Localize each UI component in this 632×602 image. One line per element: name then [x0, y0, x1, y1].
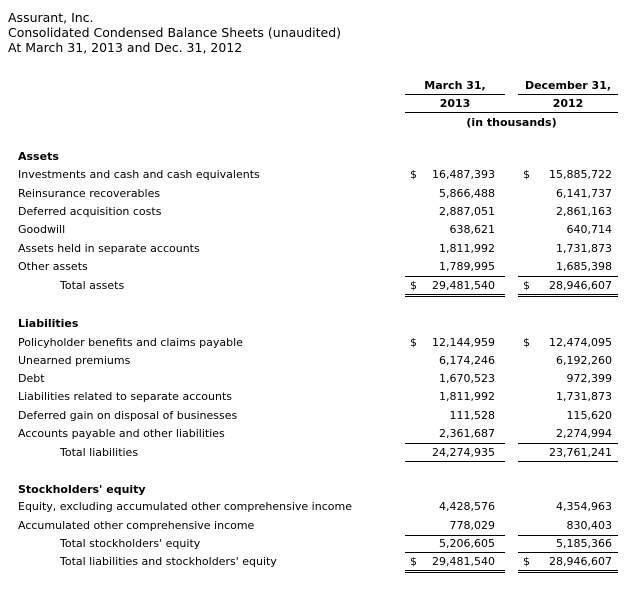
liabilities-subtotal-rule-2013: [405, 443, 505, 444]
currency-symbol: $: [523, 555, 530, 568]
assets-row-label: Other assets: [18, 260, 88, 273]
currency-symbol: $: [410, 555, 417, 568]
statement-title: Consolidated Condensed Balance Sheets (unaudited): [8, 25, 342, 40]
liabilities-row-value-2013: 2,361,687: [439, 427, 495, 440]
liabilities-row-label: Liabilities related to separate accounts: [18, 390, 233, 403]
grand-total-label: Total liabilities and stockholders' equity: [60, 555, 277, 568]
liabilities-row-label: Debt: [18, 372, 45, 385]
assets-heading: Assets: [18, 150, 59, 163]
total-assets-2012: 28,946,607: [549, 279, 612, 292]
liabilities-row-value-2012: 12,474,095: [549, 336, 612, 349]
total-liabilities-bottom-rule-2012: [518, 461, 618, 462]
liabilities-row-label: Unearned premiums: [18, 354, 131, 367]
grand-total-2012: 28,946,607: [549, 555, 612, 568]
assets-row-value-2012: 6,141,737: [556, 187, 612, 200]
col-2013-header-line2: 2013: [439, 97, 471, 110]
total-assets-double-rule-2013: [405, 294, 505, 297]
liabilities-row-value-2012: 972,399: [566, 372, 612, 385]
liabilities-row-value-2012: 1,731,873: [556, 390, 612, 403]
assets-row-value-2013: 1,789,995: [439, 260, 495, 273]
liabilities-row-value-2013: 1,670,523: [439, 372, 495, 385]
assets-subtotal-rule-2013: [405, 276, 505, 277]
assets-subtotal-rule-2012: [518, 276, 618, 277]
total-liabilities-2012: 23,761,241: [549, 446, 612, 459]
liabilities-row-value-2012: 6,192,260: [556, 354, 612, 367]
equity-row-value-2013: 4,428,576: [439, 500, 495, 513]
assets-row-value-2013: 2,887,051: [439, 205, 495, 218]
assets-row-value-2013: 5,866,488: [439, 187, 495, 200]
assets-row-value-2012: 1,731,873: [556, 242, 612, 255]
assets-row-value-2013: 1,811,992: [439, 242, 495, 255]
equity-heading: Stockholders' equity: [18, 483, 146, 496]
total-liabilities-bottom-rule-2013: [405, 461, 505, 462]
grand-total-double-rule-2013: [405, 570, 505, 573]
currency-symbol: $: [410, 336, 417, 349]
col-2013-header-line1: March 31,: [424, 79, 486, 92]
assets-row-value-2013: 638,621: [449, 223, 495, 236]
liabilities-heading: Liabilities: [18, 317, 79, 330]
equity-subtotal-rule-2012: [518, 535, 618, 536]
assets-row-value-2013: 16,487,393: [432, 168, 495, 181]
currency-symbol: $: [523, 279, 530, 292]
liabilities-row-value-2012: 2,274,994: [556, 427, 612, 440]
total-liabilities-2013: 24,274,935: [432, 446, 495, 459]
equity-row-value-2012: 830,403: [566, 519, 612, 532]
equity-row-label: Equity, excluding accumulated other comprehensive income: [18, 500, 352, 513]
total-equity-2013: 5,206,605: [439, 537, 495, 550]
header-bottom-rule: [405, 112, 618, 113]
liabilities-row-label: Accounts payable and other liabilities: [18, 427, 225, 440]
company-name: Assurant, Inc.: [8, 10, 94, 25]
liabilities-row-label: Policyholder benefits and claims payable: [18, 336, 243, 349]
assets-row-label: Assets held in separate accounts: [18, 242, 200, 255]
total-assets-double-rule-2012: [518, 294, 618, 297]
liabilities-row-value-2013: 111,528: [449, 409, 495, 422]
liabilities-row-value-2012: 115,620: [566, 409, 612, 422]
equity-row-value-2012: 4,354,963: [556, 500, 612, 513]
liabilities-row-value-2013: 6,174,246: [439, 354, 495, 367]
statement-period: At March 31, 2013 and Dec. 31, 2012: [8, 40, 243, 55]
liabilities-row-value-2013: 12,144,959: [432, 336, 495, 349]
grand-total-double-rule-2012: [518, 570, 618, 573]
currency-symbol: $: [410, 279, 417, 292]
assets-row-label: Reinsurance recoverables: [18, 187, 161, 200]
total-equity-bottom-rule-2012: [518, 552, 618, 553]
total-equity-2012: 5,185,366: [556, 537, 612, 550]
units-note: (in thousands): [466, 116, 557, 129]
total-liabilities-label: Total liabilities: [60, 446, 139, 459]
currency-symbol: $: [523, 168, 530, 181]
grand-total-2013: 29,481,540: [432, 555, 495, 568]
liabilities-subtotal-rule-2012: [518, 443, 618, 444]
col-2012-header-line1: December 31,: [524, 79, 612, 92]
assets-row-value-2012: 15,885,722: [549, 168, 612, 181]
assets-row-label: Investments and cash and cash equivalents: [18, 168, 260, 181]
assets-row-label: Deferred acquisition costs: [18, 205, 162, 218]
assets-row-value-2012: 640,714: [566, 223, 612, 236]
currency-symbol: $: [410, 168, 417, 181]
equity-row-label: Accumulated other comprehensive income: [18, 519, 255, 532]
total-assets-label: Total assets: [60, 279, 125, 292]
liabilities-row-value-2013: 1,811,992: [439, 390, 495, 403]
assets-row-label: Goodwill: [18, 223, 66, 236]
equity-row-value-2013: 778,029: [449, 519, 495, 532]
equity-subtotal-rule-2013: [405, 535, 505, 536]
liabilities-row-label: Deferred gain on disposal of businesses: [18, 409, 238, 422]
assets-row-value-2012: 2,861,163: [556, 205, 612, 218]
total-equity-label: Total stockholders' equity: [60, 537, 201, 550]
col-2012-header-line2: 2012: [552, 97, 584, 110]
total-assets-2013: 29,481,540: [432, 279, 495, 292]
col-2013-header-rule: [405, 94, 505, 95]
assets-row-value-2012: 1,685,398: [556, 260, 612, 273]
currency-symbol: $: [523, 336, 530, 349]
total-equity-bottom-rule-2013: [405, 552, 505, 553]
col-2012-header-rule: [518, 94, 618, 95]
